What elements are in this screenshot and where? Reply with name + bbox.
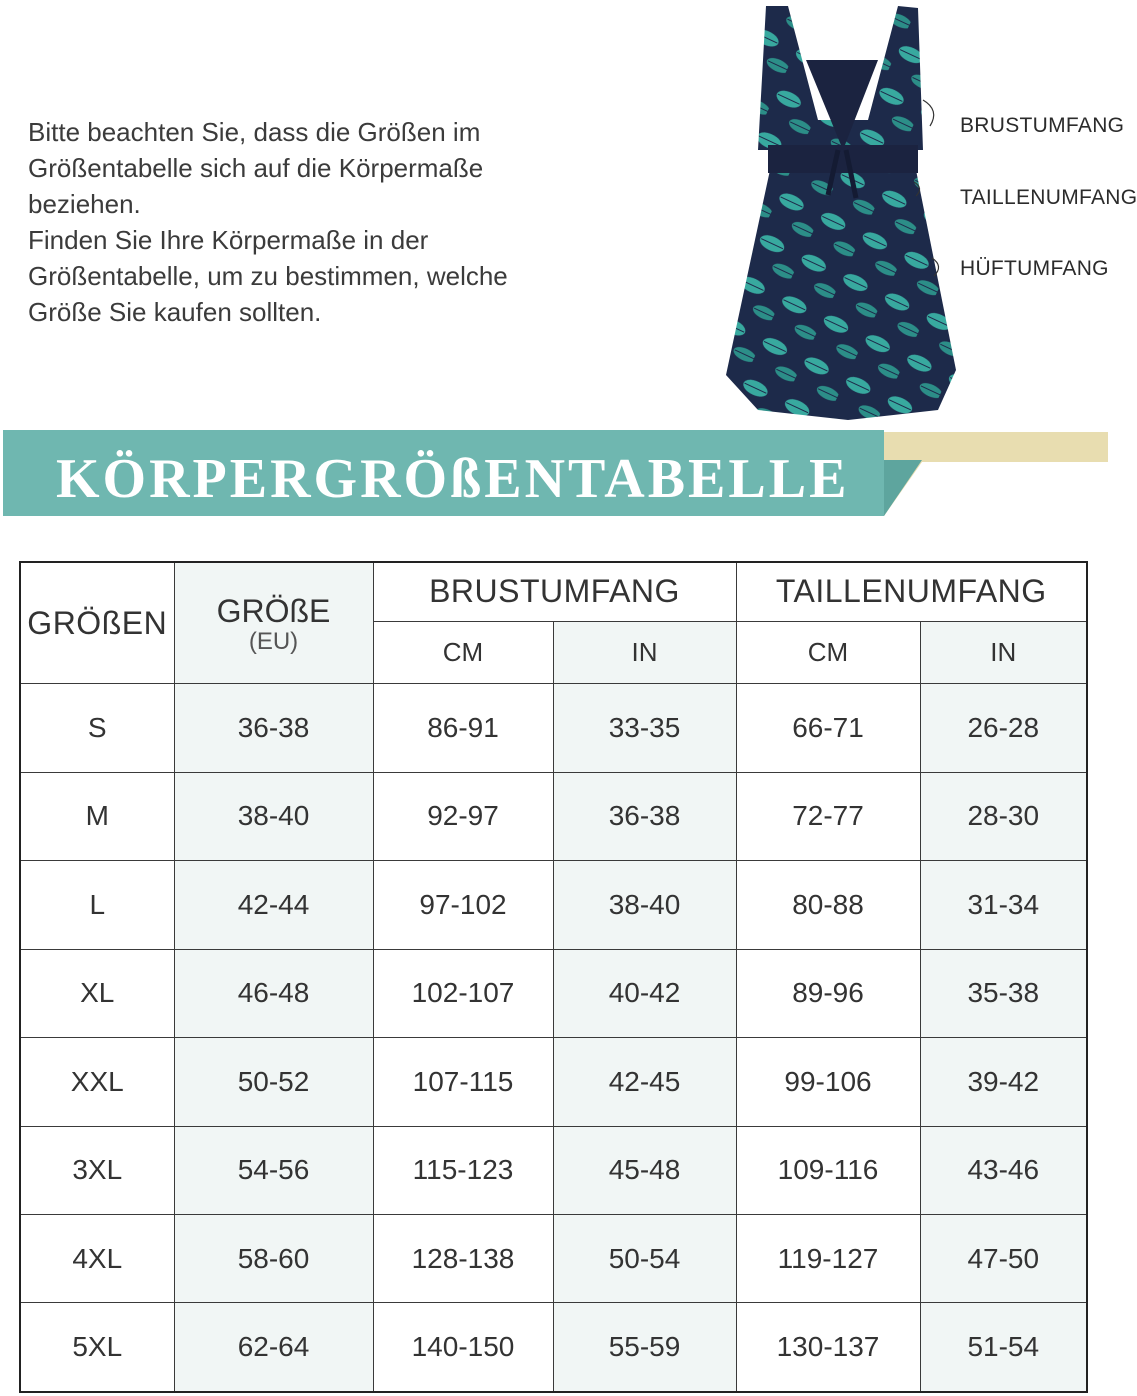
header-waist-in: IN [920,621,1087,683]
cell-eu: 62-64 [174,1303,373,1392]
cell-waist-cm: 66-71 [736,684,920,772]
cell-waist-in: 47-50 [920,1214,1087,1302]
cell-waist-cm: 119-127 [736,1214,920,1302]
intro-line: Größe Sie kaufen sollten. [28,297,322,327]
header-size-unit: (EU) [248,628,299,656]
header-waist-cm: CM [736,621,920,683]
cell-size: M [20,772,174,860]
cell-bust-cm: 140-150 [373,1303,553,1392]
cell-bust-cm: 92-97 [373,772,553,860]
chart-title: KÖRPERGRÖßENTABELLE [56,448,850,510]
hip-label: HÜFTUMFANG [960,257,1109,280]
intro-text [28,114,628,330]
cell-bust-in: 55-59 [553,1303,736,1392]
cell-waist-cm: 72-77 [736,772,920,860]
cell-waist-in: 31-34 [920,861,1087,949]
waist-label: TAILLENUMFANG [960,186,1137,209]
table-row [20,1303,1087,1392]
cell-size: XL [20,949,174,1037]
intro-line: Größentabelle sich auf die Körpermaße [28,153,484,183]
cell-size: S [20,684,174,772]
cell-bust-in: 42-45 [553,1038,736,1126]
table-row [20,861,1087,949]
header-sizes: GRÖßEN [20,562,174,684]
cell-waist-cm: 99-106 [736,1038,920,1126]
header-bust-in: IN [553,621,736,683]
table-row [20,1214,1087,1302]
size-table [19,561,1088,1393]
table-row [20,1038,1087,1126]
bust-label: BRUSTUMFANG [960,114,1125,137]
cell-waist-in: 26-28 [920,684,1087,772]
cell-bust-cm: 97-102 [373,861,553,949]
intro-line: beziehen. [28,189,141,219]
cell-eu: 36-38 [174,684,373,772]
header-bust-cm: CM [373,621,553,683]
cell-bust-cm: 115-123 [373,1126,553,1214]
table-row [20,772,1087,860]
cell-bust-cm: 102-107 [373,949,553,1037]
cell-bust-cm: 107-115 [373,1038,553,1126]
cell-eu: 46-48 [174,949,373,1037]
intro-line: Finden Sie Ihre Körpermaße in der [28,225,429,255]
cell-waist-in: 35-38 [920,949,1087,1037]
cell-waist-in: 43-46 [920,1126,1087,1214]
cell-size: L [20,861,174,949]
cell-waist-cm: 80-88 [736,861,920,949]
cell-waist-in: 28-30 [920,772,1087,860]
cell-waist-cm: 109-116 [736,1126,920,1214]
cell-bust-in: 36-38 [553,772,736,860]
table-row [20,1126,1087,1214]
cell-size: 4XL [20,1214,174,1302]
cell-waist-in: 51-54 [920,1303,1087,1392]
table-row [20,949,1087,1037]
intro-line: Größentabelle, um zu bestimmen, welche [28,261,508,291]
cell-waist-cm: 89-96 [736,949,920,1037]
cell-eu: 58-60 [174,1214,373,1302]
cell-size: XXL [20,1038,174,1126]
intro-line: Bitte beachten Sie, dass die Größen im [28,117,481,147]
cell-eu: 38-40 [174,772,373,860]
table-header-row [20,562,1087,621]
cell-waist-cm: 130-137 [736,1303,920,1392]
header-size-eu [174,562,373,684]
cell-eu: 42-44 [174,861,373,949]
swim-dress-image [718,0,968,422]
header-size: GRÖßE [216,593,331,630]
cell-eu: 54-56 [174,1126,373,1214]
cell-bust-in: 45-48 [553,1126,736,1214]
cell-bust-in: 38-40 [553,861,736,949]
cell-size: 3XL [20,1126,174,1214]
cell-bust-cm: 86-91 [373,684,553,772]
cell-bust-cm: 128-138 [373,1214,553,1302]
cell-bust-in: 40-42 [553,949,736,1037]
cell-bust-in: 50-54 [553,1214,736,1302]
cell-waist-in: 39-42 [920,1038,1087,1126]
cell-size: 5XL [20,1303,174,1392]
header-bust: BRUSTUMFANG [373,562,736,621]
cell-eu: 50-52 [174,1038,373,1126]
header-waist: TAILLENUMFANG [736,562,1087,621]
cell-bust-in: 33-35 [553,684,736,772]
table-row [20,684,1087,772]
